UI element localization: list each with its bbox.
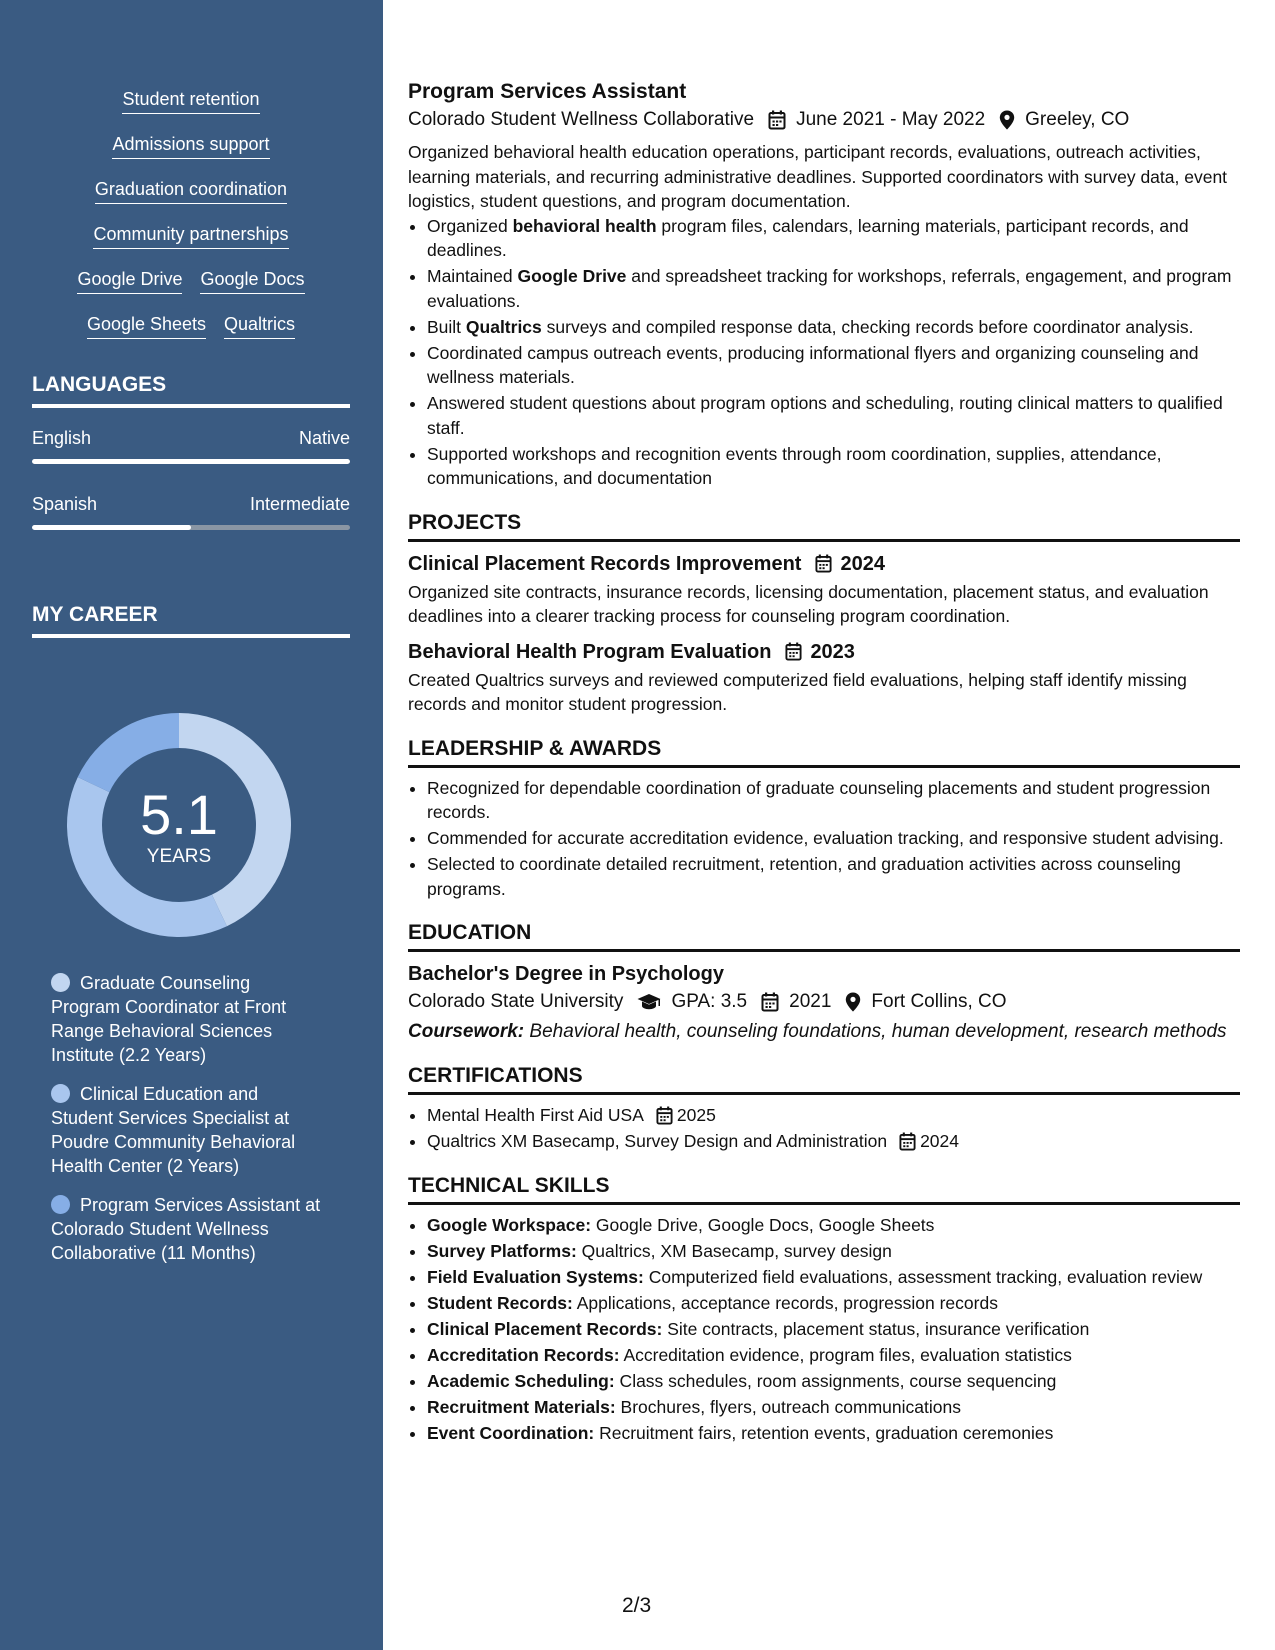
job-title: Program Services Assistant xyxy=(408,80,687,103)
career-item xyxy=(51,1193,321,1265)
school-name: Colorado State University xyxy=(408,991,624,1012)
language-name: English xyxy=(32,428,92,448)
coursework-label: Coursework: xyxy=(408,1021,525,1042)
technical-skill-item xyxy=(427,1343,1240,1368)
job-bullet xyxy=(427,264,1240,313)
project-title-row xyxy=(408,638,1240,666)
graduation-cap-icon xyxy=(637,993,661,1011)
career-unit: YEARS xyxy=(146,846,212,867)
skill-tag: Student retention xyxy=(122,86,259,114)
technical-skill-value: Class schedules, room assignments, course sequencing xyxy=(614,1370,1057,1391)
project-item xyxy=(408,550,1240,629)
bullet-text: surveys and compiled response data, checking records before coordinator analysis. xyxy=(541,316,1194,337)
career-legend-dot xyxy=(51,1195,70,1214)
certification-line xyxy=(427,1103,716,1128)
graduation-year: 2021 xyxy=(789,991,832,1012)
career-total: 5.1 xyxy=(140,783,218,846)
technical-skill-value: Google Drive, Google Docs, Google Sheets xyxy=(591,1214,935,1235)
technical-skill-item xyxy=(427,1291,1240,1316)
languages-heading: LANGUAGES xyxy=(32,373,350,408)
bullet-text: Answered student questions about program options and scheduling, routing clinical matters to qualified staff. xyxy=(427,393,1223,438)
technical-skill-label: Clinical Placement Records: xyxy=(427,1318,663,1339)
projects-list xyxy=(408,550,1240,717)
certification-item xyxy=(427,1103,1240,1128)
job-location: Greeley, CO xyxy=(1025,109,1130,130)
project-title: Clinical Placement Records Improvement xyxy=(408,552,802,575)
technical-skill-label: Recruitment Materials: xyxy=(427,1396,616,1417)
bullet-keyword: Google Drive xyxy=(517,266,627,286)
certifications-list xyxy=(427,1103,1240,1154)
job-bullet xyxy=(427,214,1240,263)
location-pin-icon xyxy=(999,110,1015,130)
career-item-text: Graduate Counseling Program Coordinator at Front Range Behavioral Sciences Institute (2.2 Years) xyxy=(51,973,287,1065)
career-heading: MY CAREER xyxy=(32,603,350,638)
bullet-text: Maintained xyxy=(427,266,518,286)
career-donut-chart xyxy=(66,712,292,938)
calendar-icon xyxy=(815,554,832,573)
technical-skill-value: Brochures, flyers, outreach communications xyxy=(615,1396,961,1417)
award-item: • Commended for accurate accreditation evidence, evaluation tracking, and responsive student advising. xyxy=(427,826,1240,851)
language-row xyxy=(32,428,350,449)
skill-tag: Community partnerships xyxy=(93,221,288,249)
project-year: 2023 xyxy=(810,640,855,663)
bullet-keyword: behavioral health xyxy=(512,215,657,236)
location-pin-icon xyxy=(845,992,861,1012)
project-item xyxy=(408,638,1240,717)
award-item: • Selected to coordinate detailed recruitment, retention, and graduation activities across counseling programs. xyxy=(427,852,1240,901)
job-bullet xyxy=(427,341,1240,390)
skill-row xyxy=(32,176,350,221)
technical-skills-list xyxy=(427,1213,1240,1446)
language-item xyxy=(32,428,350,464)
skill-tag: Google Docs xyxy=(200,266,304,294)
project-year: 2024 xyxy=(840,552,885,575)
technical-skill-label: Survey Platforms: xyxy=(427,1240,577,1261)
certification-line xyxy=(427,1129,959,1154)
career-item-text: Clinical Education and Student Services Specialist at Poudre Community Behavioral Health Center (2 Years) xyxy=(51,1084,296,1176)
technical-skill-value: Computerized field evaluations, assessment tracking, evaluation review xyxy=(643,1266,1203,1287)
language-level: Intermediate xyxy=(249,494,350,514)
bullet-keyword: Qualtrics xyxy=(465,316,542,337)
project-title-row xyxy=(408,550,1240,578)
award-item: • Recognized for dependable coordination of graduate counseling placements and student progression records. xyxy=(427,776,1240,825)
skill-tag: Google Drive xyxy=(77,266,182,294)
project-title: Behavioral Health Program Evaluation xyxy=(408,640,772,663)
technical-skill-item xyxy=(427,1421,1240,1446)
technical-skill-value: Qualtrics, XM Basecamp, survey design xyxy=(576,1240,892,1261)
skill-row xyxy=(32,221,350,266)
bullet-text: program files, calendars, learning materials, participant records, and deadlines. xyxy=(427,215,1189,260)
leadership-list xyxy=(427,776,1240,902)
technical-skill-item xyxy=(427,1265,1240,1290)
language-row xyxy=(32,494,350,515)
technical-skill-label: Accreditation Records: xyxy=(427,1344,620,1365)
career-item-text: Program Services Assistant at Colorado Student Wellness Collaborative (11 Months) xyxy=(51,1195,321,1263)
school-location: Fort Collins, CO xyxy=(871,991,1007,1012)
main-content xyxy=(408,78,1240,1447)
certification-name: • Mental Health First Aid USA xyxy=(427,1105,644,1125)
skill-tag: Google Sheets xyxy=(87,311,206,339)
certification-year: 2024 xyxy=(920,1131,959,1151)
skills-list xyxy=(32,86,350,356)
language-bar xyxy=(32,525,350,530)
skill-tag: Admissions support xyxy=(112,131,269,159)
calendar-icon xyxy=(768,110,786,130)
calendar-icon xyxy=(656,1106,673,1125)
career-item xyxy=(51,1082,321,1178)
technical-skill-label: Field Evaluation Systems: xyxy=(427,1266,644,1287)
skill-tag: Graduation coordination xyxy=(95,176,287,204)
calendar-icon xyxy=(785,642,802,661)
coursework-text: Behavioral health, counseling foundations, human development, research methods xyxy=(524,1021,1227,1042)
job-bullet xyxy=(427,391,1240,440)
certifications-heading: CERTIFICATIONS xyxy=(408,1062,1240,1095)
skill-row xyxy=(32,311,350,356)
career-donut-segment xyxy=(78,713,179,792)
technical-skill-label: Google Workspace: xyxy=(427,1214,592,1235)
project-description: Organized site contracts, insurance records, licensing documentation, placement status, and evaluation deadlines into a clearer tracking process for counseling program coordination. xyxy=(408,581,1209,626)
technical-skill-label: Academic Scheduling: xyxy=(427,1370,615,1391)
job-bullet xyxy=(427,442,1240,491)
projects-heading: PROJECTS xyxy=(408,509,1240,542)
language-item xyxy=(32,494,350,530)
degree-title: Bachelor's Degree in Psychology xyxy=(408,963,724,985)
calendar-icon xyxy=(899,1132,916,1151)
language-bar xyxy=(32,459,350,464)
calendar-icon xyxy=(761,992,779,1012)
certification-item xyxy=(427,1129,1240,1154)
language-name: Spanish xyxy=(32,494,98,514)
bullet-text: Built xyxy=(427,316,466,337)
job-bullet xyxy=(427,315,1240,340)
technical-skill-label: Event Coordination: xyxy=(427,1422,595,1443)
technical-skill-value: Accreditation evidence, program files, evaluation statistics xyxy=(619,1344,1072,1365)
technical-skill-value: Applications, acceptance records, progression records xyxy=(572,1292,998,1313)
coursework xyxy=(408,1019,1240,1044)
technical-skill-item xyxy=(427,1239,1240,1264)
technical-skill-item xyxy=(427,1395,1240,1420)
bullet-text: and spreadsheet tracking for workshops, referrals, engagement, and program evaluations. xyxy=(427,266,1232,311)
language-bar-fill xyxy=(32,459,350,464)
technical-skill-value: Site contracts, placement status, insurance verification xyxy=(662,1318,1090,1339)
bullet-text: Supported workshops and recognition events through room coordination, supplies, attendance, communications, and documentation xyxy=(427,443,1162,488)
bullet-text: Coordinated campus outreach events, producing informational flyers and organizing counseling and wellness materials. xyxy=(427,342,1199,387)
education-meta xyxy=(408,988,1240,1016)
technical-skill-item xyxy=(427,1213,1240,1238)
project-description: Created Qualtrics surveys and reviewed computerized field evaluations, helping staff identify missing records and monitor student progression. xyxy=(408,669,1187,714)
bullet-text: Organized xyxy=(427,215,513,236)
job-dates: June 2021 - May 2022 xyxy=(796,109,986,130)
education-heading: EDUCATION xyxy=(408,919,1240,952)
job-bullets xyxy=(427,214,1240,491)
skill-row xyxy=(32,131,350,176)
certification-name: • Qualtrics XM Basecamp, Survey Design and Administration xyxy=(427,1131,888,1151)
career-legend-dot xyxy=(51,973,70,992)
page-number: 2/3 xyxy=(622,1594,652,1617)
gpa: GPA: 3.5 xyxy=(671,991,748,1012)
language-level: Native xyxy=(298,428,350,448)
technical-skill-item xyxy=(427,1369,1240,1394)
technical-skill-label: Student Records: xyxy=(427,1292,573,1313)
job-company: Colorado Student Wellness Collaborative xyxy=(408,109,755,130)
skill-row xyxy=(32,266,350,311)
leadership-heading: LEADERSHIP & AWARDS xyxy=(408,735,1240,768)
job-meta xyxy=(408,106,1240,134)
skill-tag: Qualtrics xyxy=(224,311,295,339)
language-bar-fill xyxy=(32,525,191,530)
technical-skill-value: Recruitment fairs, retention events, graduation ceremonies xyxy=(594,1422,1054,1443)
skill-row xyxy=(32,86,350,131)
career-item xyxy=(51,971,321,1067)
technical-skills-heading: TECHNICAL SKILLS xyxy=(408,1172,1240,1205)
certification-year: 2025 xyxy=(676,1105,716,1125)
career-legend-dot xyxy=(51,1084,70,1103)
job-summary: Organized behavioral health education operations, participant records, evaluations, outreach activities, learning materials, and recurring administrative deadlines. Supported coordinators with survey data, event logistics, student questions, and program documentation. xyxy=(408,142,1228,211)
technical-skill-item xyxy=(427,1317,1240,1342)
sidebar xyxy=(0,0,383,1650)
